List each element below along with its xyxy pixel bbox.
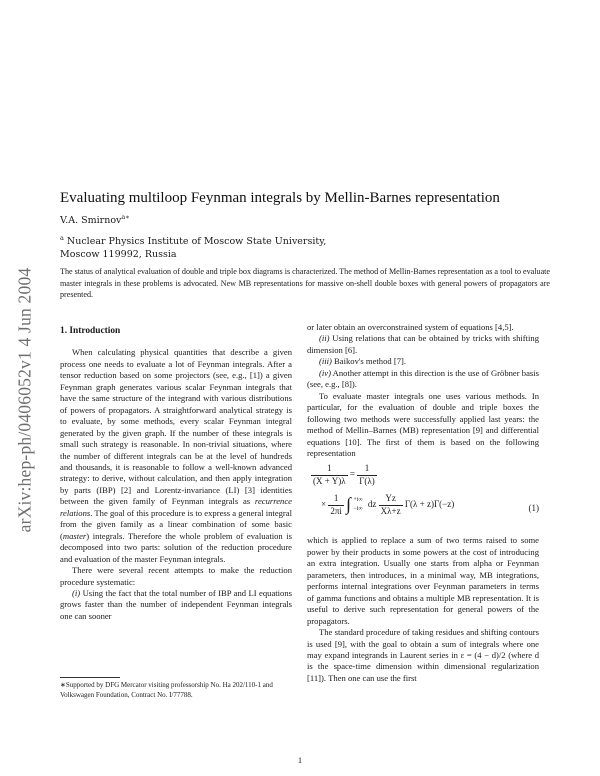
right-paragraph-7: The standard procedure of taking residues and shifting contours is used [9], with the goal to obtain a sum of integrals where one may expand integrands in Laurent series in ε = (4 − d)/2 (where d is the space-time dimension within dimensional regularization [11]). Then one can use the first — [307, 627, 539, 683]
right-paragraph-3: (iii) Baikov's method [7]. — [319, 356, 406, 367]
affiliation-line2: Moscow 119992, Russia — [60, 249, 177, 261]
right-paragraph-5: To evaluate master integrals one uses various methods. In particular, for the evaluation of double and triple boxes the following two methods were successfully applied last years: the method of Mellin–Barnes (MB) representation [9] and differential equations [10]. The first of them is based on the following representation — [307, 390, 539, 458]
equation-line-1: $\frac{1}{(X + Y)\lambda}$ = $\frac{1}{\Gamma(\lambda)}$ — [313, 463, 375, 486]
eq-prefactor-fraction: $\frac{1}{2\pi i}$ — [330, 493, 342, 516]
affiliation — [60, 232, 460, 261]
author-marks: a∗ — [121, 213, 130, 221]
intro-paragraph-3: (i) Using the fact that the total number of IBP and LI equations grows faster than the number of independent Feynman integrals one can sooner — [60, 587, 292, 621]
left-column — [60, 326, 292, 622]
author-name: V.A. Smirnov — [60, 215, 122, 227]
page-number: 1 — [297, 755, 303, 765]
abstract: The status of analytical evaluation of double and triple box diagrams is characterized. The method of Mellin-Barnes representation as a tool to evaluate master integrals in these problems is advocated. New MB representations for massive on-shell double boxes with general powers of propagators are presented. — [60, 267, 550, 299]
intro-paragraph-1: When calculating physical quantities that describe a given process one needs to evaluate a lot of Feynman integrals. After a tensor reduction based on some projectors (see, e.g., [1]) a given Feynman graph generates various scalar Feynman integrals that have the same structure of the integrand with various distributions of powers of propagators. A straightforward analytical strategy is to evaluate, by some methods, every scalar Feynman integral generated by the given graph. If the number of these integrals is small such strategy is reasonable. In non-trivial situations, where the number of different integrals can be at the level of hundreds and thousands, it is reasonable to follow a well-known advanced strategy: to derive, without calculation, and then apply integration by parts (IBP) [2] and Lorentz-invariance (LI) [3] identities between the given family of Feynman integrals as recurrence relations. The goal of this procedure is to express a general integral from the given family as a linear combination of some basic (master) integrals. Therefore the whole problem of evaluation is decomposed into two parts: solution of the reduction procedure and evaluation of the master Feynman integrals. — [60, 347, 292, 564]
right-paragraph-6: which is applied to replace a sum of two terms raised to some power by their products in some powers at the cost of introducing an extra integration. Usually one starts from alpha or Feynman parameters, then introduces, in a minimal way, MB integrations, performs internal integrations over Feynman parameters in terms of gamma functions and obtains a multiple MB representation. It is useful to derive such representation for general powers of the propagators. — [307, 535, 539, 626]
affiliation-line1: Nuclear Physics Institute of Moscow State University, — [66, 236, 327, 248]
equation-line-2: × $\frac{1}{2\pi i}$ ∫ +i∞ −i∞ dz $\frac{Yz}{X\lambda+z}$ Γ(λ + z)Γ(−z) — [321, 493, 455, 516]
right-paragraph-4: (iv) Another attempt in this direction is the use of Gröbner basis (see, e.g., [8]). — [307, 367, 539, 390]
integral-limits: +i∞ −i∞ — [353, 497, 363, 513]
author-line — [60, 213, 130, 226]
paper-title: Evaluating multiloop Feynman integrals by Mellin-Barnes representation — [60, 190, 500, 206]
arxiv-identifier — [8, 210, 42, 590]
equation-number: (1) — [528, 503, 539, 514]
footnote-rule — [60, 677, 120, 678]
right-paragraph-2: (ii) Using relations that can be obtained by tricks with shifting dimension [6]. — [307, 333, 539, 355]
right-paragraph-1: or later obtain an overconstrained system of equations [4,5]. — [307, 322, 514, 332]
footnote: ∗Supported by DFG Mercator visiting professorship No. Ha 202/110-1 and Volkswagen Foundation, Contract No. I/77788. — [60, 681, 273, 699]
affiliation-mark: a — [60, 234, 64, 242]
integral-sign-icon: ∫ — [346, 494, 352, 515]
eq-power-fraction: $\frac{Yz}{X\lambda+z}$ — [380, 493, 401, 516]
section-heading: 1. Introduction — [60, 326, 121, 336]
arxiv-identifier-text: arXiv:hep-ph/0406052v1 4 Jun 2004 — [14, 267, 35, 533]
eq-rhs-fraction: $\frac{1}{\Gamma(\lambda)}$ — [359, 463, 375, 486]
equation-1 — [307, 463, 539, 531]
intro-paragraph-2: There were several recent attempts to make the reduction procedure systematic: — [60, 565, 292, 587]
right-column — [307, 322, 539, 684]
eq-lhs-fraction: $\frac{1}{(X + Y)\lambda}$ — [313, 463, 346, 486]
